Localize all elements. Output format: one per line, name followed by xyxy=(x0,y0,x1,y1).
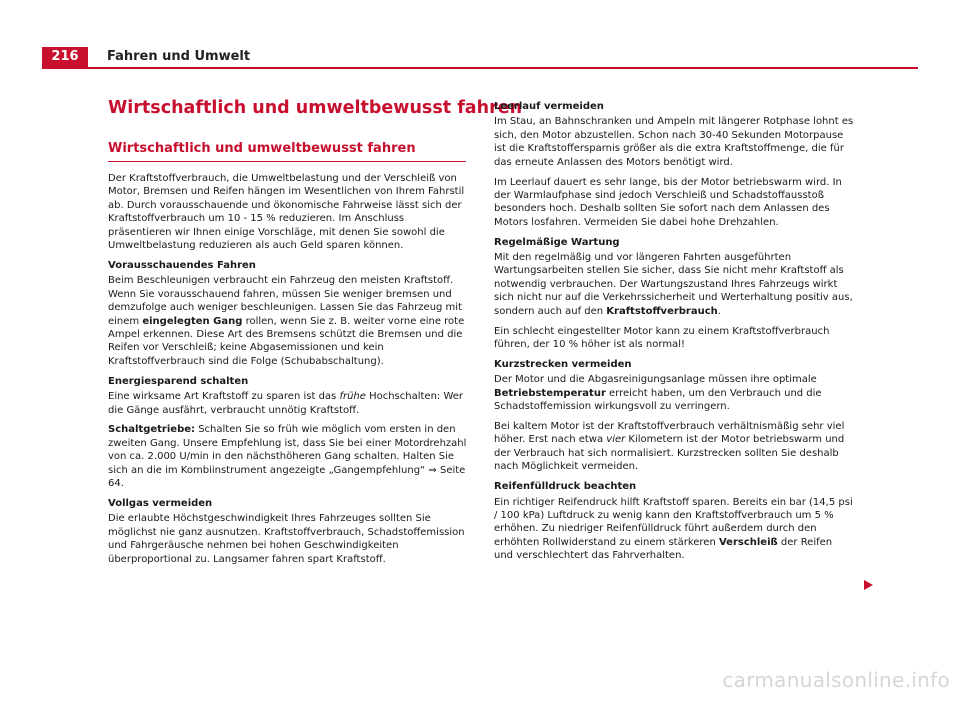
paragraph-wartung-2: Ein schlecht eingestellter Motor kann zu einem Kraftstoffverbrauch führen, der 10 % höher ist als normal! xyxy=(494,325,830,350)
left-column xyxy=(108,172,468,572)
heading-kurzstrecken: Kurzstrecken vermeiden xyxy=(494,358,632,370)
chapter-title: Fahren und Umwelt xyxy=(107,49,251,64)
heading-vollgas: Vollgas vermeiden xyxy=(108,497,213,509)
paragraph-kurzstrecken-1: Der Motor und die Abgasreinigungsanlage müssen ihre optimale Betriebstemperatur erreicht haben, um den Verbrauch und die Schadstoffemission wirkungsvoll zu verringern. xyxy=(494,374,822,413)
watermark: carmanualsonline.info xyxy=(722,668,950,692)
section-title: Wirtschaftlich und umweltbewusst fahren xyxy=(108,140,466,162)
heading-reifenfuelldruck: Reifenfülldruck beachten xyxy=(494,481,637,493)
paragraph-energiesparend: Eine wirksame Art Kraftstoff zu sparen ist das frühe Hochschalten: Wer die Gänge ausfährt, verbraucht unnötig Kraftstoff. xyxy=(108,391,464,416)
heading-energiesparend: Energiesparend schalten xyxy=(108,375,249,387)
paragraph-wartung-1: Mit den regelmäßig und vor längeren Fahrten ausgeführten Wartungsarbeiten stellen Sie sicher, dass Sie nicht mehr Kraftstoff als notwendig verbrauchen. Der Wartungszustand Ihres Fahrzeugs wirkt sich nicht nur auf die Verkehrssicherheit und Werterhaltung positiv aus, sondern auch auf den Kraftstoffverbrauch. xyxy=(494,252,853,317)
header-rule xyxy=(42,67,918,69)
paragraph-schaltgetriebe: Schaltgetriebe: Schalten Sie so früh wie möglich vom ersten in den zweiten Gang. Unsere Empfehlung ist, dass Sie bei einer Motordrehzahl von ca. 2.000 U/min in den nächsthöheren Gang schalten. Halten Sie sich an die im Kombiinstrument angezeigte „Gangempfehlung“ ⇒ Seite 64. xyxy=(108,424,467,490)
paragraph-reifenfuelldruck: Ein richtiger Reifendruck hilft Kraftstoff sparen. Bereits ein bar (14,5 psi / 100 kPa) Luftdruck zu wenig kann den Kraftstoffverbrauch um 5 % erhöhen. Zu niedriger Reifenfülldruck führt außerdem durch den erhöhten Rollwiderstand zu einem stärkeren Verschleiß der Reifen und verschlechtert das Fahrverhalten. xyxy=(494,496,853,562)
paragraph-vorausschauend: Beim Beschleunigen verbraucht ein Fahrzeug den meisten Kraftstoff. Wenn Sie vorausschauend fahren, müssen Sie weniger bremsen und demzufolge auch weniger beschleunigen. Lassen Sie das Fahrzeug mit einem eingelegten Gang rollen, wenn Sie z. B. weiter vorne eine rote Ampel erkennen. Diese Art des Bremsens schützt die Bremsen und die Reifen vor Verschleiß; keine Abgasemissionen und kein Kraftstoffverbrauch sind die Folge (Schubabschaltung). xyxy=(108,275,465,367)
page-number: 216 xyxy=(42,47,88,67)
heading-leerlauf: Leerlauf vermeiden xyxy=(494,101,604,112)
paragraph-kurzstrecken-2: Bei kaltem Motor ist der Kraftstoffverbrauch verhältnismäßig sehr viel höher. Erst nach etwa vier Kilometern ist der Motor betriebswarm und der Verbrauch hat sich normalisiert. Kurzstrecken sollten Sie deshalb nach Möglichkeit vermeiden. xyxy=(494,421,845,473)
heading-vorausschauend: Vorausschauendes Fahren xyxy=(108,259,256,271)
paragraph-vollgas: Die erlaubte Höchstgeschwindigkeit Ihres Fahrzeuges sollten Sie möglichst nie ganz ausnutzen. Kraftstoffverbrauch, Schadstoffemission und Fahrgeräusche nehmen bei hohen Geschwindigkeiten überproportional zu. Langsamer fahren spart Kraftstoff. xyxy=(108,513,465,565)
paragraph-leerlauf-2: Im Leerlauf dauert es sehr lange, bis der Motor betriebswarm wird. In der Warmlaufphase sind jedoch Verschleiß und Schadstoffausstoß besonders hoch. Deshalb sollten Sie sofort nach dem Anlassen des Motors losfahren. Vermeiden Sie dabei hohe Drehzahlen. xyxy=(494,176,842,228)
paragraph-leerlauf-1: Im Stau, an Bahnschranken und Ampeln mit längerer Rotphase lohnt es sich, den Motor abzustellen. Schon nach 30-40 Sekunden Motorpause ist die Kraftstoffersparnis größer als die extra Kraftstoffmenge, die für das erneute Anlassen des Motors benötigt wird. xyxy=(494,116,854,168)
right-column xyxy=(494,100,854,569)
page-title: Wirtschaftlich und umweltbewusst fahren xyxy=(108,98,523,118)
continue-arrow-icon xyxy=(864,580,873,590)
heading-wartung: Regelmäßige Wartung xyxy=(494,236,620,248)
page-header xyxy=(42,47,918,67)
intro-paragraph: Der Kraftstoffverbrauch, die Umweltbelastung und der Verschleiß von Motor, Bremsen und Reifen hängen im Wesentlichen von Ihrem Fahrstil ab. Durch vorausschauende und ökonomische Fahrweise lässt sich der Kraftstoffverbrauch um 10 - 15 % reduzieren. Im Anschluss präsentieren wir Ihnen einige Vorschläge, mit denen Sie sowohl die Umweltbelastung reduzieren als auch Geld sparen können. xyxy=(108,173,465,252)
